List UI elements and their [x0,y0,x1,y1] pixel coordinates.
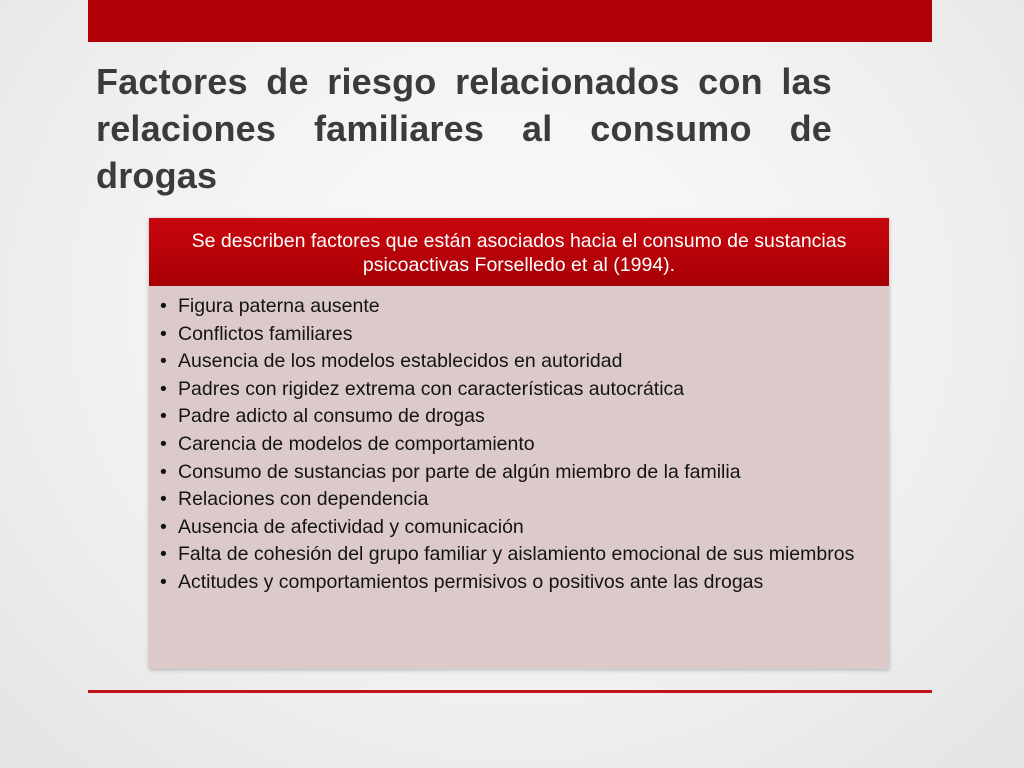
list-item-text: Ausencia de afectividad y comunicación [178,515,524,538]
list-item-text: Conflictos familiares [178,322,353,345]
content-card [149,218,889,669]
bullet-icon: • [160,405,167,428]
bullet-icon: • [160,515,167,538]
slide-title: Factores de riesgo relacionados con las relaciones familiares al consumo de drogas [96,61,832,196]
bullet-icon: • [160,570,167,593]
list-item-text: Padre adicto al consumo de drogas [178,405,485,428]
list-item [158,405,877,428]
list-item-text: Carencia de modelos de comportamiento [178,432,535,455]
list-item-text: Consumo de sustancias por parte de algún miembro de la familia [178,460,741,483]
bullet-icon: • [160,295,167,317]
list-item-text: Relaciones con dependencia [178,488,429,511]
card-header: Se describen factores que están asociados hacia el consumo de sustancias psicoactivas Forselledo et al (1994). [149,218,889,286]
list-item-text: Falta de cohesión del grupo familiar y aislamiento emocional de sus miembros [178,543,855,566]
bullet-icon: • [160,350,167,373]
list-item [158,461,877,484]
bullet-icon: • [160,488,167,511]
card-body [149,286,889,669]
bottom-divider-line [88,690,932,693]
list-item [158,350,877,373]
list-item-text: Figura paterna ausente [178,295,380,317]
bullet-icon: • [160,460,167,483]
list-item-text: Padres con rigidez extrema con características autocrática [178,377,685,400]
bullet-icon: • [160,543,167,566]
list-item [158,323,877,346]
list-item-text: Ausencia de los modelos establecidos en autoridad [178,350,623,373]
list-item [158,378,877,401]
bullet-icon: • [160,432,167,455]
list-item [158,571,877,594]
bullet-icon: • [160,377,167,400]
list-item [158,295,877,318]
top-accent-bar [88,0,932,42]
bullet-icon: • [160,322,167,345]
list-item [158,488,877,511]
risk-factor-list [158,295,877,594]
list-item [158,433,877,456]
list-item-text: Actitudes y comportamientos permisivos o positivos ante las drogas [178,570,764,593]
list-item [158,516,877,539]
list-item [158,543,877,566]
